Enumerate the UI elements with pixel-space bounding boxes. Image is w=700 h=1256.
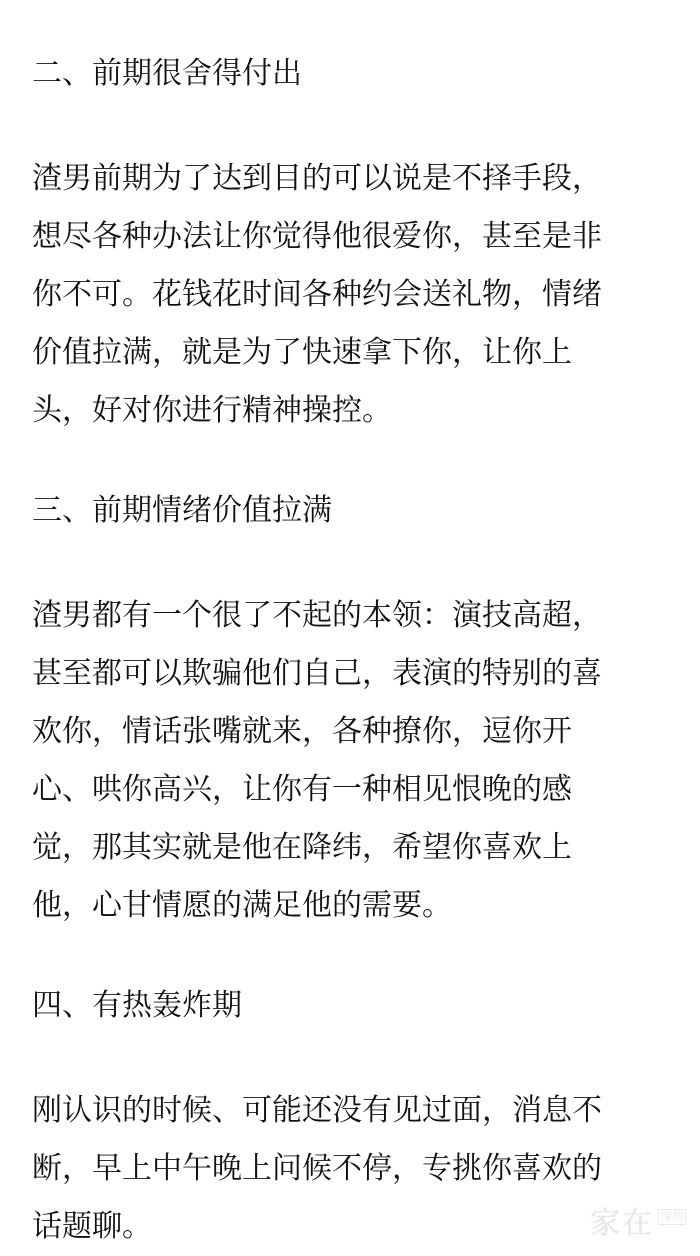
section-paragraph-2	[32, 150, 672, 440]
paragraph-line: 话题聊。	[32, 1209, 152, 1244]
watermark-text: 家在	[590, 1206, 654, 1241]
paragraph-line: 刚认识的时候、可能还没有见过面，消息不	[32, 1093, 602, 1128]
watermark-logo	[590, 1206, 686, 1241]
section-heading-2: 二、前期很舍得付出	[32, 56, 302, 91]
section-paragraph-4	[32, 1082, 672, 1256]
paragraph-line: 头，好对你进行精神操控。	[32, 393, 392, 428]
watermark-tag: 深圳	[658, 1209, 686, 1225]
spacer	[32, 1032, 672, 1082]
paragraph-line: 觉，那其实就是他在降纬，希望你喜欢上	[32, 830, 572, 865]
paragraph-line: 断，早上中午晚上问候不停，专挑你喜欢的	[32, 1151, 602, 1186]
section-paragraph-3	[32, 587, 672, 935]
spacer	[32, 935, 672, 980]
paragraph-line: 欢你，情话张嘴就来，各种撩你，逗你开	[32, 714, 572, 749]
spacer	[32, 440, 672, 485]
section-heading-4: 四、有热轰炸期	[32, 988, 242, 1023]
paragraph-line: 甚至都可以欺骗他们自己，表演的特别的喜	[32, 656, 602, 691]
paragraph-line: 心、哄你高兴，让你有一种相见恨晚的感	[32, 772, 572, 807]
paragraph-line: 渣男都有一个很了不起的本领：演技高超，	[32, 598, 602, 633]
spacer	[32, 100, 672, 150]
paragraph-line: 渣男前期为了达到目的可以说是不择手段，	[32, 161, 602, 196]
paragraph-line: 他，心甘情愿的满足他的需要。	[32, 888, 452, 923]
article-body	[32, 48, 672, 1256]
paragraph-line: 想尽各种办法让你觉得他很爱你，甚至是非	[32, 219, 602, 254]
paragraph-line: 你不可。花钱花时间各种约会送礼物，情绪	[32, 277, 602, 312]
section-heading-3: 三、前期情绪价值拉满	[32, 493, 332, 528]
paragraph-line: 价值拉满，就是为了快速拿下你，让你上	[32, 335, 572, 370]
spacer	[32, 537, 672, 587]
